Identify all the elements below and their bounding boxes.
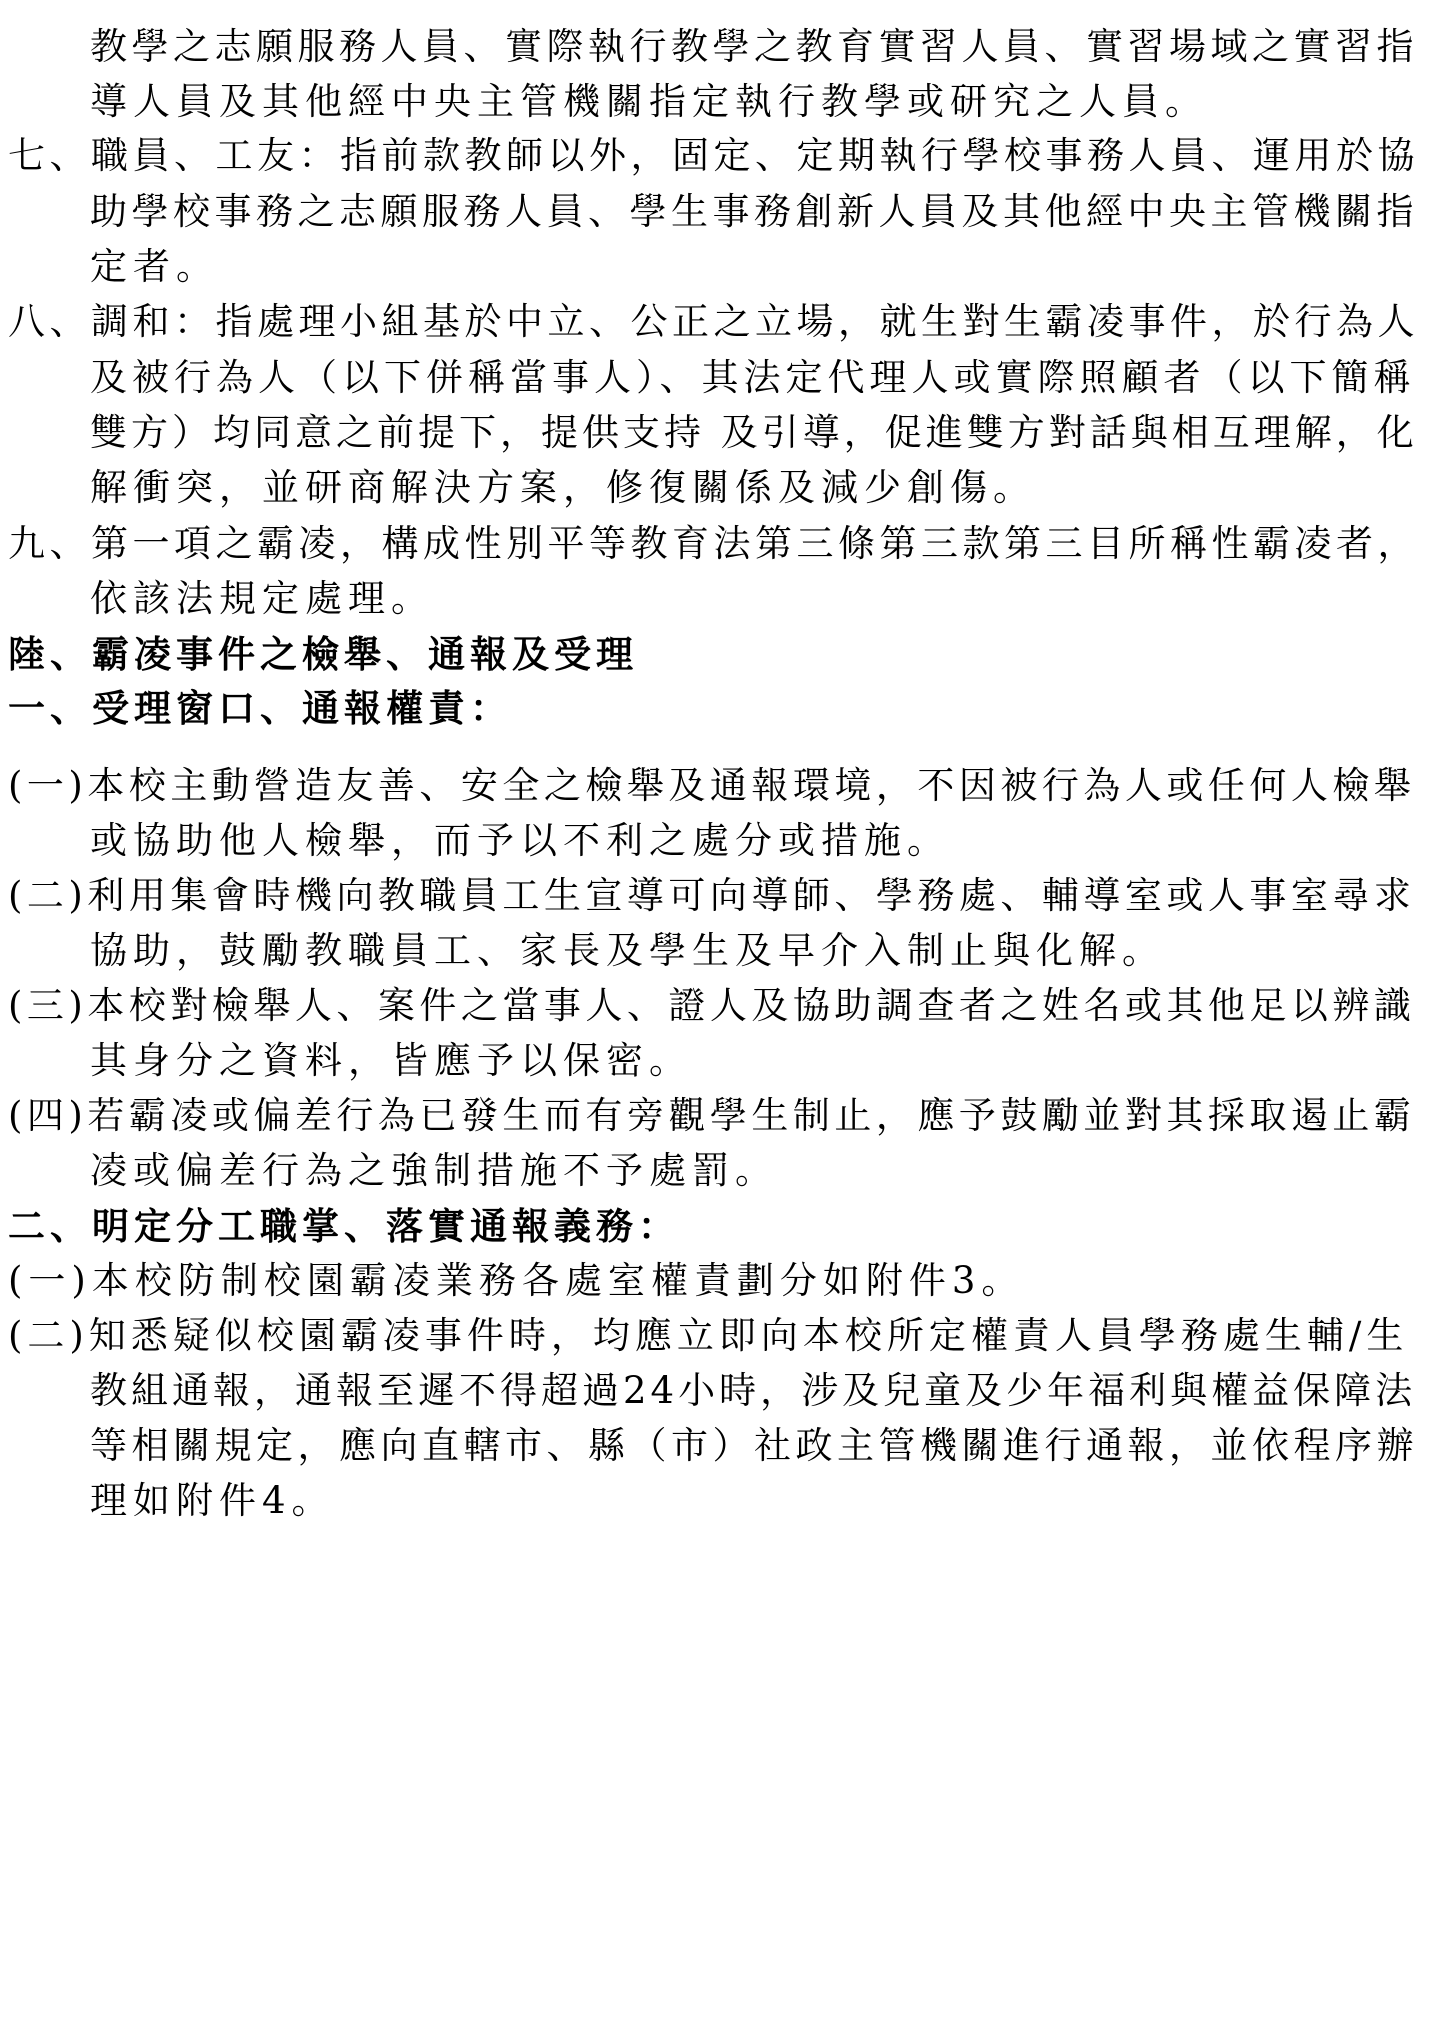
paragraph-line: 雙方）均同意之前提下，提供支持 及引導，促進雙方對話與相互理解，化 [90,411,1418,454]
section-heading: 陸、霸凌事件之檢舉、通報及受理 [8,632,638,676]
list-item: (三)本校對檢舉人、案件之當事人、證人及協助調查者之姓名或其他足以辨識 [8,984,1416,1027]
paragraph-line: 依該法規定處理。 [90,577,434,620]
paragraph-line: 等相關規定，應向直轄市、縣（市）社政主管機關進行通報，並依程序辦 [90,1424,1418,1467]
paragraph-line: 及被行為人（以下併稱當事人）、其法定代理人或實際照顧者（以下簡稱 [90,356,1416,399]
subsection-heading: 二、明定分工職掌、落實通報義務： [8,1204,680,1248]
paragraph-line: 或協助他人檢舉，而予以不利之處分或措施。 [90,819,950,862]
list-item: (一)本校主動營造友善、安全之檢舉及通報環境，不因被行為人或任何人檢舉 [8,764,1416,807]
list-item: (四)若霸凌或偏差行為已發生而有旁觀學生制止，應予鼓勵並對其採取遏止霸 [8,1094,1416,1137]
list-item-7: 七、職員、工友：指前款教師以外，固定、定期執行學校事務人員、運用於協 [8,134,1419,177]
paragraph-line: 理如附件4。 [90,1479,335,1522]
list-item-9: 九、第一項之霸凌，構成性別平等教育法第三條第三款第三目所稱性霸凌者， [8,522,1419,565]
paragraph-line: 協助，鼓勵教職員工、家長及學生及早介入制止與化解。 [90,929,1165,972]
paragraph-line: 導人員及其他經中央主管機關指定執行教學或研究之人員。 [90,80,1208,123]
list-item-8: 八、調和：指處理小組基於中立、公正之立場，就生對生霸凌事件，於行為人 [8,300,1419,343]
paragraph-line: 教組通報，通報至遲不得超過24小時，涉及兒童及少年福利與權益保障法 [90,1369,1417,1412]
paragraph-line: 定者。 [90,245,219,288]
list-item: (一)本校防制校園霸凌業務各處室權責劃分如附件3。 [8,1259,1025,1302]
paragraph-line: 教學之志願服務人員、實際執行教學之教育實習人員、實習場域之實習指 [90,25,1418,68]
list-item: (二)利用集會時機向教職員工生宣導可向導師、學務處、輔導室或人事室尋求 [8,874,1416,917]
subsection-heading: 一、受理窗口、通報權責： [8,686,512,730]
paragraph-line: 凌或偏差行為之強制措施不予處罰。 [90,1149,778,1192]
list-item: (二)知悉疑似校園霸凌事件時，均應立即向本校所定權責人員學務處生輔/生 [8,1314,1409,1357]
paragraph-line: 其身分之資料，皆應予以保密。 [90,1039,692,1082]
paragraph-line: 助學校事務之志願服務人員、學生事務創新人員及其他經中央主管機關指 [90,190,1418,233]
paragraph-line: 解衝突，並研商解決方案，修復關係及減少創傷。 [90,466,1036,509]
